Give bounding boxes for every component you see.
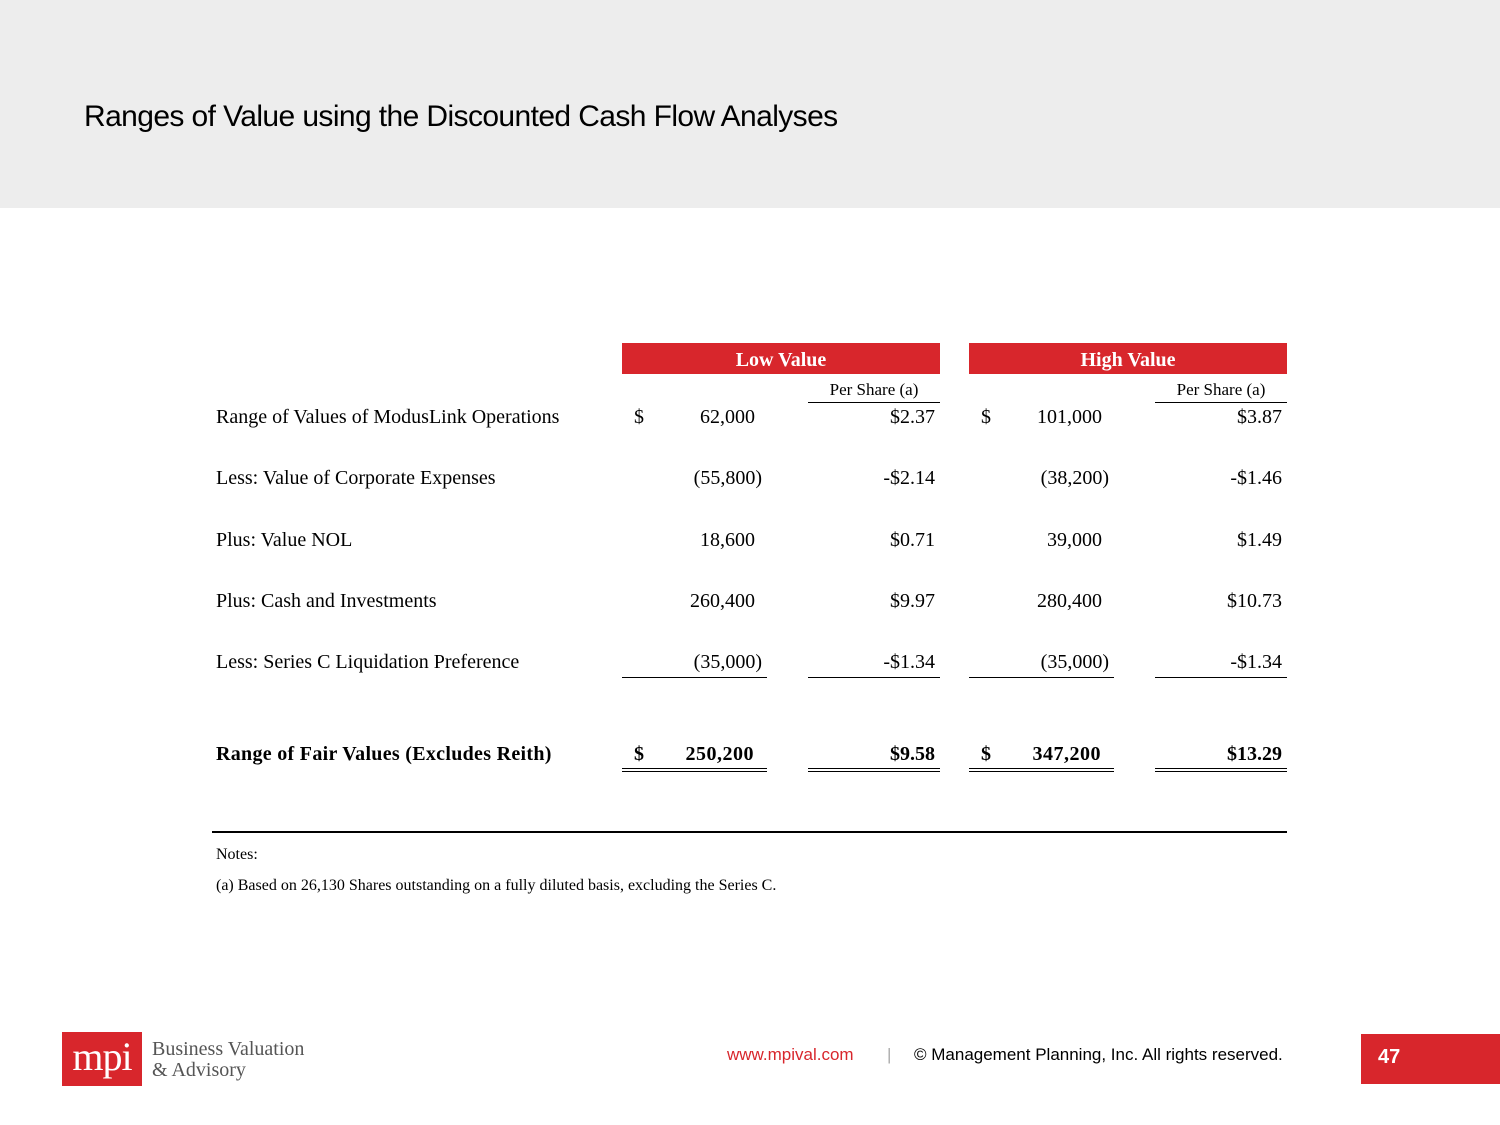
low-value-corporate-expenses: (55,800) — [693, 467, 762, 489]
low-value-nol: 18,600 — [700, 529, 755, 551]
total-double-rule — [969, 768, 1114, 772]
note-item: (a) Based on 26,130 Shares outstanding on a fully diluted basis, excluding the Series C. — [216, 877, 777, 894]
row-label-corporate-expenses: Less: Value of Corporate Expenses — [216, 467, 496, 489]
row-label-nol: Plus: Value NOL — [216, 529, 353, 551]
footer-url-link[interactable]: www.mpival.com — [727, 1045, 854, 1064]
row-label-series-c: Less: Series C Liquidation Preference — [216, 651, 520, 673]
mpi-logo: mpi — [62, 1032, 142, 1086]
logo-tagline — [152, 1039, 304, 1081]
high-per-share-total: $13.29 — [1227, 743, 1282, 765]
high-per-share-nol: $1.49 — [1237, 529, 1282, 551]
high-value-operations: 101,000 — [1037, 406, 1102, 428]
subtotal-rule — [1155, 677, 1287, 678]
high-per-share-operations: $3.87 — [1237, 406, 1282, 428]
high-value-series-c: (35,000) — [1040, 651, 1109, 673]
low-value-series-c: (35,000) — [693, 651, 762, 673]
low-total-currency-symbol: $ — [634, 743, 644, 765]
low-per-share-total: $9.58 — [890, 743, 935, 765]
low-per-share-series-c: -$1.34 — [883, 651, 935, 673]
footer-separator: | — [887, 1045, 892, 1064]
low-value-cash: 260,400 — [690, 590, 755, 612]
high-per-share-corporate-expenses: -$1.46 — [1230, 467, 1282, 489]
low-per-share-header: Per Share (a) — [808, 380, 940, 403]
slide-title: Ranges of Value using the Discounted Cash Flow Analyses — [84, 100, 838, 133]
high-value-corporate-expenses: (38,200) — [1040, 467, 1109, 489]
subtotal-rule — [808, 677, 940, 678]
high-currency-symbol: $ — [981, 406, 991, 428]
notes-heading: Notes: — [216, 846, 258, 863]
high-value-nol: 39,000 — [1047, 529, 1102, 551]
low-value-total: 250,200 — [685, 743, 754, 765]
low-per-share-cash: $9.97 — [890, 590, 935, 612]
page-number: 47 — [1361, 1034, 1500, 1084]
notes-divider — [212, 831, 1287, 833]
subtotal-rule — [969, 677, 1114, 678]
low-per-share-nol: $0.71 — [890, 529, 935, 551]
high-value-header: High Value — [969, 343, 1287, 374]
row-label-operations: Range of Values of ModusLink Operations — [216, 406, 560, 428]
low-value-operations: 62,000 — [700, 406, 755, 428]
row-label-total: Range of Fair Values (Excludes Reith) — [216, 743, 552, 765]
high-value-total: 347,200 — [1032, 743, 1101, 765]
total-double-rule — [808, 768, 940, 772]
low-value-header: Low Value — [622, 343, 940, 374]
high-per-share-cash: $10.73 — [1227, 590, 1282, 612]
logo-tagline-line1: Business Valuation — [152, 1038, 305, 1060]
footer-copyright: © Management Planning, Inc. All rights reserved. — [914, 1045, 1283, 1064]
high-total-currency-symbol: $ — [981, 743, 991, 765]
low-per-share-corporate-expenses: -$2.14 — [883, 467, 935, 489]
low-currency-symbol: $ — [634, 406, 644, 428]
high-value-cash: 280,400 — [1037, 590, 1102, 612]
row-label-cash: Plus: Cash and Investments — [216, 590, 437, 612]
low-per-share-operations: $2.37 — [890, 406, 935, 428]
high-per-share-series-c: -$1.34 — [1230, 651, 1282, 673]
subtotal-rule — [622, 677, 767, 678]
total-double-rule — [1155, 768, 1287, 772]
total-double-rule — [622, 768, 767, 772]
logo-tagline-line2: & Advisory — [152, 1059, 246, 1081]
high-per-share-header: Per Share (a) — [1155, 380, 1287, 403]
